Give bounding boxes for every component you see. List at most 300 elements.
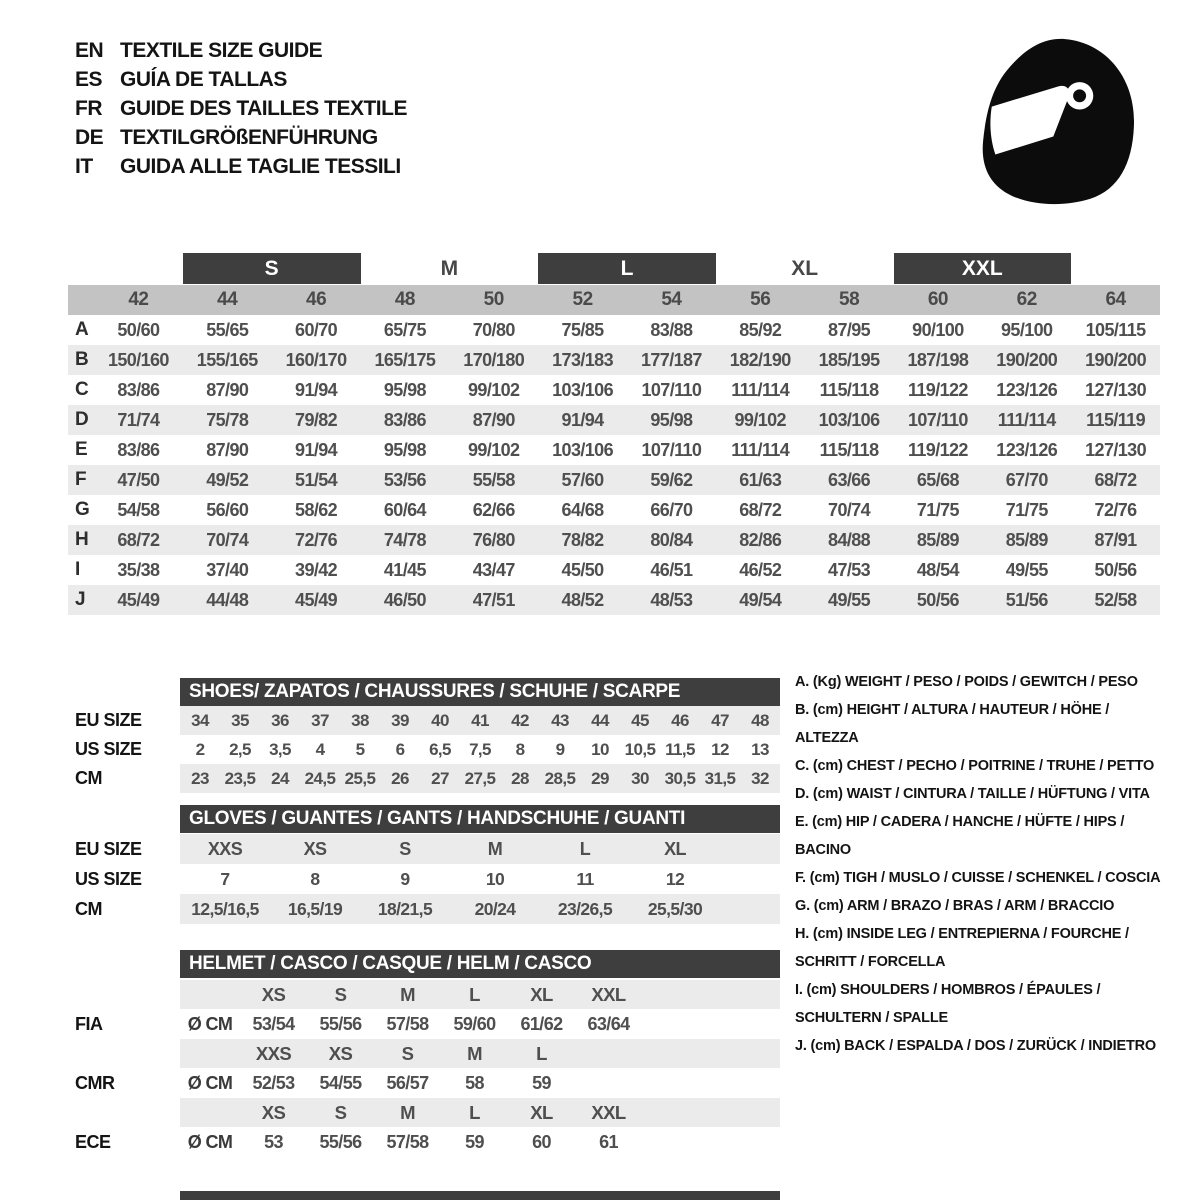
measurement-value: 55/58	[472, 469, 515, 490]
size-value: 12	[711, 739, 729, 759]
measurement-value: 46/50	[383, 589, 426, 610]
helmet-size-label: XS	[328, 1042, 353, 1064]
legend-item: C. (cm) CHEST / PECHO / POITRINE / TRUHE / PETTO	[795, 758, 1155, 774]
measurement-value: 190/200	[996, 349, 1058, 370]
size-value: 8	[515, 739, 525, 759]
measurement-value: 185/195	[818, 349, 880, 370]
size-column-header: 58	[839, 289, 860, 310]
language-label: TEXTILE SIZE GUIDE	[120, 39, 323, 62]
measurement-value: 71/74	[117, 409, 160, 430]
measurement-value: 47/50	[117, 469, 160, 490]
measurement-letter: G	[75, 499, 90, 520]
helmet-size-label: XL	[530, 983, 553, 1005]
measurement-value: 83/86	[117, 379, 160, 400]
language-row	[75, 123, 407, 152]
measurement-value: 48/54	[916, 559, 959, 580]
language-code: EN	[75, 39, 104, 62]
size-value: 9	[400, 868, 410, 889]
legend-item: H. (cm) INSIDE LEG / ENTREPIERNA / FOURCHE / SCHRITT / FORCELLA	[795, 926, 1129, 970]
size-value: 18/21,5	[377, 898, 433, 919]
helmet-size-value: 54/55	[319, 1072, 362, 1093]
size-value: 24	[271, 768, 289, 788]
measurement-letter: C	[75, 379, 89, 400]
measurement-value: 71/75	[1005, 499, 1048, 520]
measurement-value: 107/110	[641, 379, 702, 400]
size-group-xxl: XXL	[894, 253, 1072, 284]
helmet-unit-label: Ø CM	[187, 1072, 233, 1093]
size-value: 45	[631, 710, 649, 730]
size-table-row	[75, 894, 780, 924]
measurement-value: 50/60	[117, 319, 160, 340]
measurement-value: 95/98	[383, 439, 426, 460]
racing-helmet-icon	[968, 30, 1148, 212]
size-value: 16,5/19	[287, 898, 343, 919]
measurement-value: 55/65	[206, 319, 249, 340]
measurement-value: 74/78	[383, 529, 426, 550]
size-column-header: 46	[306, 289, 327, 310]
size-value: 30	[631, 768, 649, 788]
size-value: 3,5	[269, 739, 291, 759]
size-value: 23	[191, 768, 209, 788]
measurement-value: 54/58	[117, 499, 160, 520]
measurement-value: 49/55	[828, 589, 871, 610]
helmet-size-label: L	[536, 1042, 547, 1064]
size-column-header: 48	[394, 289, 415, 310]
measurement-value: 57/60	[561, 469, 604, 490]
helmet-size-label: XXL	[591, 983, 626, 1005]
measurement-value: 111/114	[731, 439, 790, 460]
language-code: ES	[75, 68, 103, 91]
measurement-value: 47/51	[472, 589, 515, 610]
size-value: XXS	[207, 838, 243, 859]
bottom-cropped-bar	[180, 1191, 780, 1200]
measurement-row-g	[68, 495, 1160, 525]
language-row	[75, 65, 407, 94]
size-value: 27	[431, 768, 449, 788]
size-value: 13	[751, 739, 769, 759]
measurement-value: 72/76	[295, 529, 338, 550]
measurement-value: 115/118	[819, 439, 879, 460]
legend-item: J. (cm) BACK / ESPALDA / DOS / ZURÜCK / INDIETRO	[795, 1038, 1156, 1054]
size-value: S	[399, 838, 411, 859]
helmet-size-headers	[180, 1039, 780, 1068]
helmet-size-label: L	[469, 983, 480, 1005]
helmet-size-value: 57/58	[386, 1131, 429, 1152]
size-row-label: CM	[75, 768, 102, 788]
measurement-value: 111/114	[731, 379, 790, 400]
legend-item: E. (cm) HIP / CADERA / HANCHE / HÜFTE / HIPS / BACINO	[795, 814, 1125, 858]
measurement-value: 65/75	[383, 319, 426, 340]
size-column-header: 50	[483, 289, 504, 310]
size-column-header: 62	[1016, 289, 1037, 310]
measurement-value: 182/190	[729, 349, 791, 370]
measurement-row-f	[68, 465, 1160, 495]
size-value: 26	[391, 768, 409, 788]
size-value: 5	[355, 739, 365, 759]
measurement-row-i	[68, 555, 1160, 585]
measurement-value: 58/62	[295, 499, 338, 520]
measurement-value: 64/68	[561, 499, 604, 520]
band-spacer	[68, 285, 94, 315]
size-value: 31,5	[704, 768, 736, 788]
helmet-size-headers	[180, 980, 780, 1009]
helmet-size-value: 61	[599, 1131, 618, 1152]
helmet-standard-label: CMR	[75, 1072, 115, 1093]
helmet-size-value: 53/54	[252, 1013, 295, 1034]
measurement-letter: A	[75, 319, 89, 340]
language-row	[75, 94, 407, 123]
measurement-value: 80/84	[650, 529, 693, 550]
helmet-size-value: 57/58	[386, 1013, 429, 1034]
measurement-value: 165/175	[374, 349, 436, 370]
measurement-value: 45/49	[295, 589, 338, 610]
gloves-table	[75, 834, 780, 924]
measurement-value: 78/82	[561, 529, 604, 550]
size-value: 7,5	[469, 739, 491, 759]
size-column-band	[68, 285, 1160, 315]
size-value: 47	[711, 710, 729, 730]
measurement-row-a	[68, 315, 1160, 345]
measurement-value: 70/74	[206, 529, 249, 550]
measurement-value: 60/70	[295, 319, 338, 340]
size-value: XS	[303, 838, 327, 859]
measurement-value: 43/47	[472, 559, 515, 580]
helmet-size-label: M	[400, 983, 415, 1005]
helmet-size-value: 61/62	[520, 1013, 563, 1034]
measurement-value: 83/86	[383, 409, 426, 430]
measurement-value: 68/72	[117, 529, 160, 550]
measurement-value: 103/106	[552, 379, 614, 400]
measurement-value: 72/76	[1094, 499, 1137, 520]
size-column-header: 44	[217, 289, 238, 310]
measurement-value: 51/54	[295, 469, 338, 490]
shoes-section-header: SHOES/ ZAPATOS / CHAUSSURES / SCHUHE / SCARPE	[180, 678, 780, 706]
language-label: GUÍA DE TALLAS	[120, 68, 287, 91]
measurement-value: 53/56	[383, 469, 426, 490]
language-code: FR	[75, 97, 102, 120]
size-column-header: 56	[750, 289, 771, 310]
helmet-size-label: XXS	[255, 1042, 292, 1064]
measurement-row-b	[68, 345, 1160, 375]
helmet-size-header-row	[75, 1039, 780, 1068]
size-value: 48	[751, 710, 769, 730]
legend-item: G. (cm) ARM / BRAZO / BRAS / ARM / BRACCIO	[795, 898, 1115, 914]
measurement-value: 107/110	[641, 439, 702, 460]
language-label: GUIDA ALLE TAGLIE TESSILI	[120, 155, 401, 178]
size-row-label: CM	[75, 898, 102, 919]
measurement-value: 99/102	[468, 379, 520, 400]
measurement-value: 111/114	[997, 409, 1056, 430]
measurement-value: 59/62	[650, 469, 693, 490]
measurement-value: 65/68	[916, 469, 959, 490]
measurement-value: 127/130	[1085, 439, 1147, 460]
measurement-value: 35/38	[117, 559, 160, 580]
measurement-value: 103/106	[818, 409, 880, 430]
measurement-value: 119/122	[907, 439, 968, 460]
helmet-size-value: 53	[264, 1131, 283, 1152]
measurement-row-j	[68, 585, 1160, 615]
size-column-header: 64	[1105, 289, 1126, 310]
measurement-value: 87/90	[472, 409, 515, 430]
measurement-letter: E	[75, 439, 88, 460]
measurement-value: 50/56	[1094, 559, 1137, 580]
measurement-value: 177/187	[640, 349, 702, 370]
size-row-values	[180, 894, 780, 924]
helmet-size-label: M	[467, 1042, 482, 1064]
language-block	[75, 36, 407, 181]
measurement-value: 190/200	[1085, 349, 1147, 370]
size-value: 4	[315, 739, 325, 759]
measurement-value: 45/49	[117, 589, 160, 610]
size-value: 10	[485, 868, 505, 889]
measurement-value: 85/89	[1005, 529, 1048, 550]
measurement-row-h	[68, 525, 1160, 555]
size-table-row	[75, 764, 780, 793]
measurement-legend	[795, 668, 1175, 1060]
size-value: XL	[664, 838, 686, 859]
size-value: 36	[271, 710, 289, 730]
size-column-header: 60	[927, 289, 948, 310]
size-value: 8	[310, 868, 320, 889]
measurement-value: 150/160	[107, 349, 169, 370]
size-row-label: EU SIZE	[75, 710, 142, 730]
size-value: 28,5	[544, 768, 576, 788]
measurement-value: 41/45	[383, 559, 426, 580]
measurement-value: 67/70	[1005, 469, 1048, 490]
size-row-label: US SIZE	[75, 868, 142, 889]
legend-item: F. (cm) TIGH / MUSLO / CUISSE / SCHENKEL / COSCIA	[795, 870, 1161, 886]
helmet-row-spacer	[75, 980, 180, 1009]
measurement-value: 95/98	[650, 409, 693, 430]
measurement-value: 115/118	[819, 379, 879, 400]
helmet-size-label: XS	[261, 983, 286, 1005]
measurement-value: 83/86	[117, 439, 160, 460]
size-value: 28	[511, 768, 529, 788]
measurement-value: 75/85	[561, 319, 604, 340]
legend-item: D. (cm) WAIST / CINTURA / TAILLE / HÜFTUNG / VITA	[795, 786, 1150, 802]
measurement-letter: H	[75, 529, 89, 550]
size-value: 38	[351, 710, 369, 730]
size-value: 40	[431, 710, 449, 730]
size-value: 2,5	[229, 739, 251, 759]
measurement-value: 82/86	[739, 529, 782, 550]
measurement-value: 75/78	[206, 409, 249, 430]
measurement-value: 91/94	[561, 409, 604, 430]
language-row	[75, 36, 407, 65]
helmet-size-label: S	[334, 1101, 347, 1123]
size-table-row	[75, 834, 780, 864]
size-value: 37	[311, 710, 329, 730]
measurement-value: 127/130	[1085, 379, 1147, 400]
visor-pivot-center	[1073, 89, 1086, 102]
size-table-row	[75, 864, 780, 894]
size-value: 23/26,5	[557, 898, 613, 919]
size-row-values	[180, 834, 780, 864]
helmet-table	[75, 980, 780, 1157]
size-row-label: EU SIZE	[75, 838, 142, 859]
helmet-value-row-ece	[75, 1127, 780, 1157]
measurement-letter: I	[75, 559, 81, 580]
measurement-value: 45/50	[561, 559, 604, 580]
size-value: 20/24	[474, 898, 516, 919]
measurement-value: 123/126	[996, 379, 1058, 400]
measurement-value: 62/66	[472, 499, 515, 520]
size-column-header: 42	[128, 289, 149, 310]
size-group-s: S	[183, 253, 361, 284]
measurement-value: 47/53	[828, 559, 871, 580]
measurement-value: 187/198	[907, 349, 969, 370]
measurement-value: 107/110	[907, 409, 968, 430]
measurement-value: 63/66	[828, 469, 871, 490]
size-value: 43	[551, 710, 569, 730]
measurement-row-d	[68, 405, 1160, 435]
helmet-row-spacer	[75, 1098, 180, 1127]
helmet-unit-label: Ø CM	[187, 1013, 233, 1034]
size-table-row	[75, 735, 780, 764]
helmet-size-value: 59/60	[453, 1013, 496, 1034]
size-value: 46	[671, 710, 689, 730]
helmet-size-headers	[180, 1098, 780, 1127]
measurement-value: 87/91	[1094, 529, 1137, 550]
size-row-values	[180, 864, 780, 894]
legend-item: I. (cm) SHOULDERS / HOMBROS / ÉPAULES / SCHULTERN / SPALLE	[795, 982, 1101, 1026]
size-value: 11	[576, 868, 594, 889]
helmet-size-label: M	[400, 1101, 415, 1123]
measurement-value: 85/92	[739, 319, 782, 340]
size-value: 9	[555, 739, 565, 759]
size-value: 24,5	[304, 768, 336, 788]
measurement-value: 66/70	[650, 499, 693, 520]
measurement-value: 103/106	[552, 439, 614, 460]
legend-item: A. (Kg) WEIGHT / PESO / POIDS / GEWITCH / PESO	[795, 674, 1138, 690]
size-value: M	[487, 838, 503, 859]
gloves-section-header: GLOVES / GUANTES / GANTS / HANDSCHUHE / GUANTI	[180, 805, 780, 833]
size-value: 10,5	[624, 739, 656, 759]
helmet-size-label: S	[401, 1042, 414, 1064]
helmet-size-label: L	[469, 1101, 480, 1123]
measurement-value: 68/72	[739, 499, 782, 520]
helmet-standard-label: FIA	[75, 1013, 103, 1034]
helmet-size-label: XL	[530, 1101, 553, 1123]
measurement-value: 48/52	[561, 589, 604, 610]
measurement-value: 84/88	[828, 529, 871, 550]
measurement-value: 119/122	[907, 379, 968, 400]
size-value: 10	[591, 739, 609, 759]
size-value: 35	[231, 710, 249, 730]
measurement-value: 160/170	[285, 349, 347, 370]
size-value: 32	[751, 768, 769, 788]
measurement-value: 91/94	[295, 439, 338, 460]
measurement-value: 71/75	[916, 499, 959, 520]
size-column-header: 54	[661, 289, 682, 310]
size-row-values	[180, 706, 780, 735]
measurement-value: 105/115	[1085, 319, 1146, 340]
measurement-value: 68/72	[1094, 469, 1137, 490]
measurement-value: 170/180	[463, 349, 525, 370]
measurement-value: 95/98	[383, 379, 426, 400]
helmet-size-value: 59	[465, 1131, 484, 1152]
measurement-value: 85/89	[916, 529, 959, 550]
size-value: 42	[511, 710, 529, 730]
size-table-row	[75, 706, 780, 735]
measurement-value: 50/56	[916, 589, 959, 610]
size-value: 27,5	[464, 768, 496, 788]
helmet-values	[180, 1009, 780, 1039]
shoes-table	[75, 706, 780, 793]
language-code: DE	[75, 126, 104, 149]
size-value: L	[579, 838, 591, 859]
size-group-m: M	[440, 256, 459, 280]
size-value: 7	[220, 868, 230, 889]
helmet-value-row-fia	[75, 1009, 780, 1039]
measurement-value: 48/53	[650, 589, 693, 610]
size-value: 2	[195, 739, 205, 759]
measurement-value: 123/126	[996, 439, 1058, 460]
size-row-label: US SIZE	[75, 739, 142, 759]
measurement-value: 99/102	[468, 439, 520, 460]
measurement-value: 155/165	[196, 349, 258, 370]
measurement-letter: J	[75, 589, 86, 610]
measurement-value: 76/80	[472, 529, 515, 550]
measurement-value: 52/58	[1094, 589, 1137, 610]
measurement-value: 87/95	[828, 319, 871, 340]
measurement-value: 39/42	[295, 559, 338, 580]
measurement-value: 61/63	[739, 469, 782, 490]
helmet-size-value: 63/64	[587, 1013, 630, 1034]
measurement-value: 91/94	[295, 379, 338, 400]
measurement-value: 49/54	[739, 589, 782, 610]
measurement-row-c	[68, 375, 1160, 405]
size-value: 39	[391, 710, 409, 730]
helmet-value-row-cmr	[75, 1068, 780, 1098]
size-column-header: 52	[572, 289, 593, 310]
measurement-value: 90/100	[912, 319, 964, 340]
measurement-value: 79/82	[295, 409, 338, 430]
measurement-value: 173/183	[552, 349, 614, 370]
measurement-value: 56/60	[206, 499, 249, 520]
helmet-size-value: 56/57	[386, 1072, 429, 1093]
size-value: 25,5	[344, 768, 376, 788]
size-value: 6,5	[429, 739, 451, 759]
language-label: GUIDE DES TAILLES TEXTILE	[120, 97, 407, 120]
measurement-table	[68, 315, 1160, 615]
size-value: 30,5	[664, 768, 696, 788]
measurement-value: 46/51	[650, 559, 693, 580]
helmet-size-value: 59	[532, 1072, 551, 1093]
helmet-size-value: 58	[465, 1072, 484, 1093]
helmet-size-label: XS	[261, 1101, 286, 1123]
helmet-section-header: HELMET / CASCO / CASQUE / HELM / CASCO	[180, 950, 780, 978]
helmet-size-value: 60	[532, 1131, 551, 1152]
size-value: 6	[395, 739, 405, 759]
measurement-value: 51/56	[1005, 589, 1048, 610]
size-value: 25,5/30	[647, 898, 703, 919]
measurement-value: 87/90	[206, 439, 249, 460]
measurement-value: 49/52	[206, 469, 249, 490]
helmet-row-spacer	[75, 1039, 180, 1068]
helmet-size-header-row	[75, 980, 780, 1009]
helmet-size-value: 55/56	[319, 1013, 362, 1034]
size-value: 12,5/16,5	[191, 898, 259, 919]
measurement-letter: D	[75, 409, 89, 430]
measurement-value: 115/119	[1086, 409, 1146, 430]
measurement-value: 83/88	[650, 319, 693, 340]
measurement-letter: B	[75, 349, 89, 370]
measurement-row-e	[68, 435, 1160, 465]
measurement-letter: F	[75, 469, 87, 490]
measurement-value: 95/100	[1001, 319, 1053, 340]
measurement-value: 44/48	[206, 589, 249, 610]
